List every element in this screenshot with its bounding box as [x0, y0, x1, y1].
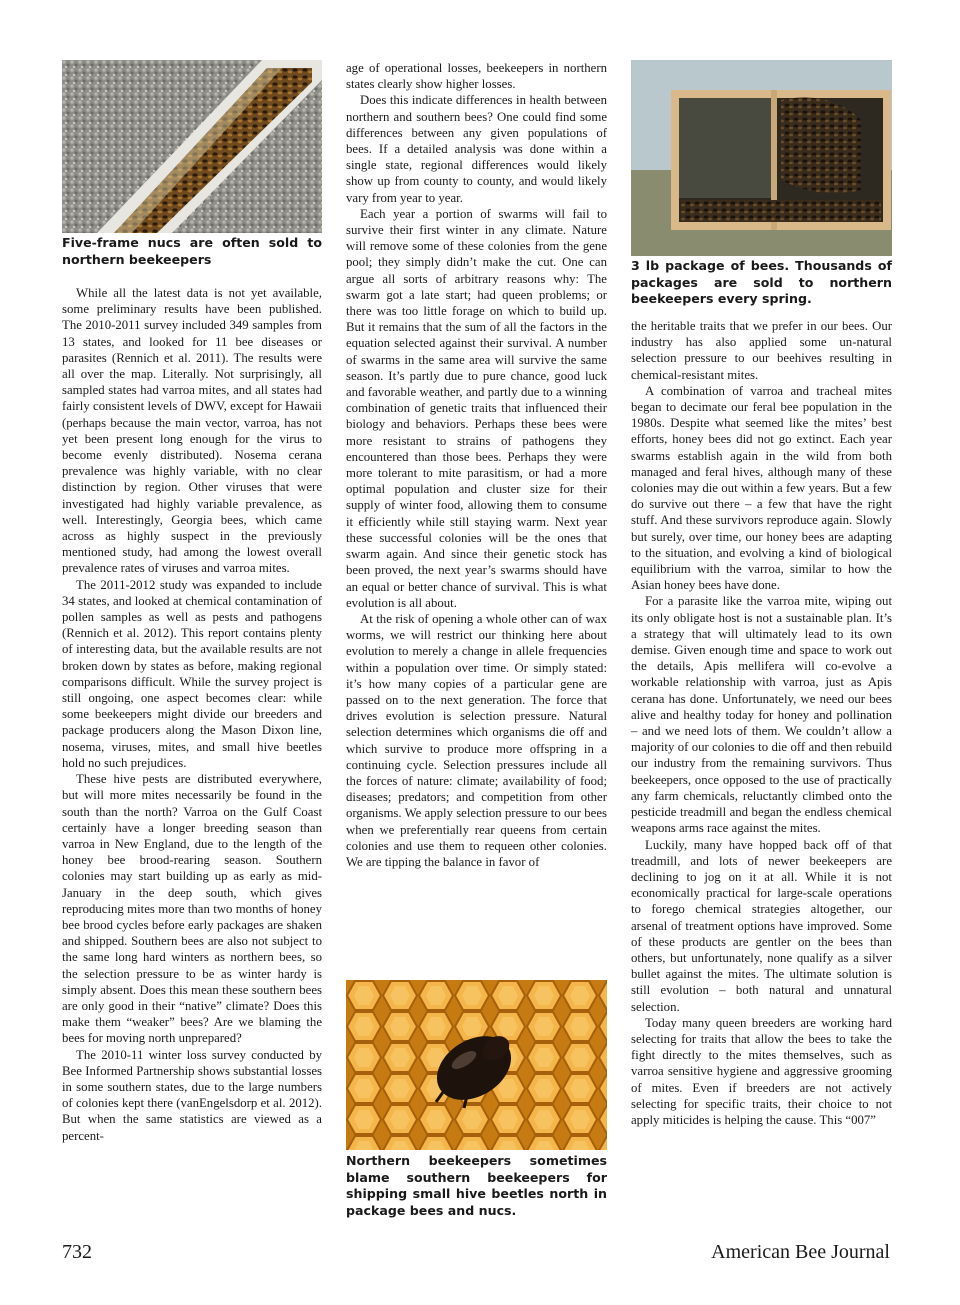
- package-caption: 3 lb package of bees. Thousands of packages are sold to northern beekeepers every spring.: [631, 258, 892, 307]
- paragraph: Does this indicate differences in health between northern and southern bees? One could find some differences between any given populations of bees. If a detailed analysis was done within a single state, regional differences would likely show up from county to county, and would likely vary from year to year.: [346, 93, 607, 205]
- paragraph: age of operational losses, beekeepers in northern states clearly show higher losses.: [346, 61, 607, 92]
- paragraph: Luckily, many have hopped back off of that treadmill, and lots of newer beekeepers are declining to jog on it at all. While it is not economically practical for large-scale operations to forego chemical strategies altogether, our arsenal of treatment options have improved. Some of these products are gentler on the bees than others, but unfortunately, none qualify as a silver bullet against the mites. The ultimate solution is still evolution – both natural and unnatural selection.: [631, 837, 892, 1014]
- column-1-text: [62, 285, 322, 1144]
- page-number: 732: [62, 1241, 92, 1263]
- paragraph: A combination of varroa and tracheal mites began to decimate our feral bee population in the 1980s. Despite what seemed like the mites’ best efforts, honey bees did not go extinct. Each year swarms establish again in the wild from both managed and feral hives, although many of these colonies may die out within a few years. But a few do survive out there – a few that have the right stuff. And these survivors reproduce again. Slowly but surely, over time, our honey bees are adapting to the situation, and evolving a kind of biological equilibrium with the varroa, similar to how the Asian honey bees have done.: [631, 383, 892, 593]
- bee-package-image: [631, 60, 892, 256]
- paragraph: At the risk of opening a whole other can of wax worms, we will restrict our thinking here about evolution to merely a change in allele frequencies within a population over time. Or simply stated: it’s how many copies of a particular gene are passed on to the next generation. The force that drives evolution is selection pressure. Natural selection determines which organisms die off and which survive to produce more offspring in a continuing cycle. Selection pressures include all the forces of nature: climate; availability of food; diseases; predators; and competition from other organisms. We apply selection pressure to our bees when we preferentially rear queens from certain colonies and use them to requeen other colonies. We are tipping the balance in favor of: [346, 611, 607, 869]
- nuc-frames-image: [62, 60, 322, 233]
- photo-nuc-frames: [62, 60, 322, 233]
- paragraph: The 2010-11 winter loss survey conducted by Bee Informed Partnership shows substantial losses in some southern states, due to the large numbers of colonies kept there (vanEngelsdorp et al. 2012). But when the same statistics are viewed as a percent-: [62, 1047, 322, 1143]
- paragraph: Today many queen breeders are working hard selecting for traits that allow the bees to take the fight directly to the mites themselves, such as varroa sensitive hygiene and aggressive grooming of mites. Even if breeders are not actively selecting for specific traits, their choice to not apply miticides is helping the cause. This “007”: [631, 1015, 892, 1127]
- nuc-caption: Five-frame nucs are often sold to northern beekeepers: [62, 235, 322, 267]
- paragraph: the heritable traits that we prefer in our bees. Our industry has also applied some un-natural selection pressure to our beehives resulting in chemical-resistant mites.: [631, 319, 892, 382]
- photo-bee-package: [631, 60, 892, 256]
- journal-title: American Bee Journal: [711, 1241, 890, 1263]
- beetle-caption: Northern beekeepers sometimes blame southern beekeepers for shipping small hive beetles north in package bees and nucs.: [346, 1153, 607, 1218]
- column-3-text: [631, 318, 892, 1128]
- paragraph: For a parasite like the varroa mite, wiping out its only obligate host is not a sustainable plan. It’s a strategy that will ultimately lead to its own demise. Given enough time and space to work out the details, Apis mellifera will co-evolve a workable relationship with varroa, just as Apis cerana has done. Unfortunately, we need our bees alive and healthy today for honey and pollination – and we need lots of them. We couldn’t allow a majority of our colonies to die off and then rebuild our industry from the remaining survivors. Thus beekeepers, once opposed to the use of practically any farm chemicals, reluctantly climbed onto the pesticide treadmill and began the endless chemical weapons arms race against the mites.: [631, 594, 892, 836]
- paragraph: These hive pests are distributed everywhere, but will more mites necessarily be found in the south than the north? Varroa on the Gulf Coast certainly have a longer breeding season than varroa in New England, due to the length of the honey bee brood-rearing season. Southern colonies may start building up as early as mid-January in the deep south, which gives reproducing mites more than two months of honey bee brood cycles before early packages are shaken and shipped. Southern bees are also not subject to the same long hard winters as northern bees, so the selection pressure to be as winter hardy is simply absent. Does this mean these southern bees are only good in their “native” climate? Does this make them “weaker” bees? Are we blaming the bees for moving north unprepared?: [62, 772, 322, 1046]
- photo-hive-beetle: [346, 980, 607, 1150]
- hive-beetle-image: [346, 980, 607, 1150]
- paragraph: While all the latest data is not yet available, some preliminary results have been published. The 2010-2011 survey included 349 samples from 13 states, and looked for 11 bee diseases or parasites (Rennich et al. 2011). The results were all over the map. Literally. Not surprisingly, all sampled states had varroa mites, and all states had fairly consistent levels of DWV, except for Hawaii (perhaps because the main vector, varroa, has not yet been present long enough for the virus to become evenly distributed). Nosema cerana prevalence was highly variable, with no clear distinction by region. Other viruses that were investigated had highly variable prevalence, as well. Interestingly, Georgia bees, which came across as highly suspect in the previously mentioned study, had among the lowest overall prevalence rates of viruses and varroa mites.: [62, 286, 322, 576]
- column-2-text: [346, 60, 607, 870]
- paragraph: Each year a portion of swarms will fail to survive their first winter in any climate. Nature will remove some of these colonies from the gene pool; they simply didn’t make the cut. One can argue all sorts of arbitrary reasons why: The swarm got a late start; had queen problems; or there was too little forage on which to build up. But it remains that the sum of all the factors in the equation selected against their survival. A number of swarms in the same area will survive the same season. It’s partly due to pure chance, good luck and favorable weather, and partly due to a winning combination of genetic traits that influenced their biology and behaviors. Perhaps these bees were more resistant to strains of pathogens they encountered than those bees. Perhaps they were more tolerant to mite parasitism, or had a more optimal population and cluster size for their supply of winter food, allowing them to consume it efficiently while still staying warm. Next year these successful colonies will be the ones that swarm again. And since their genetic stock has been proved, the next year’s swarms should have an equal or better chance of survival. This is what evolution is all about.: [346, 206, 607, 610]
- paragraph: The 2011-2012 study was expanded to include 34 states, and looked at chemical contamination of pollen samples as well as pests and pathogens (Rennich et al. 2012). This report contains plenty of interesting data, but the available results are not broken down by states as before, making regional comparisons difficult. While the survey project is still ongoing, one aspect becomes clear: while some beekeepers might divide our breeders and package producers along the Mason Dixon line, nosema, viruses, mites, and small hive beetles hold no such prejudices.: [62, 577, 322, 770]
